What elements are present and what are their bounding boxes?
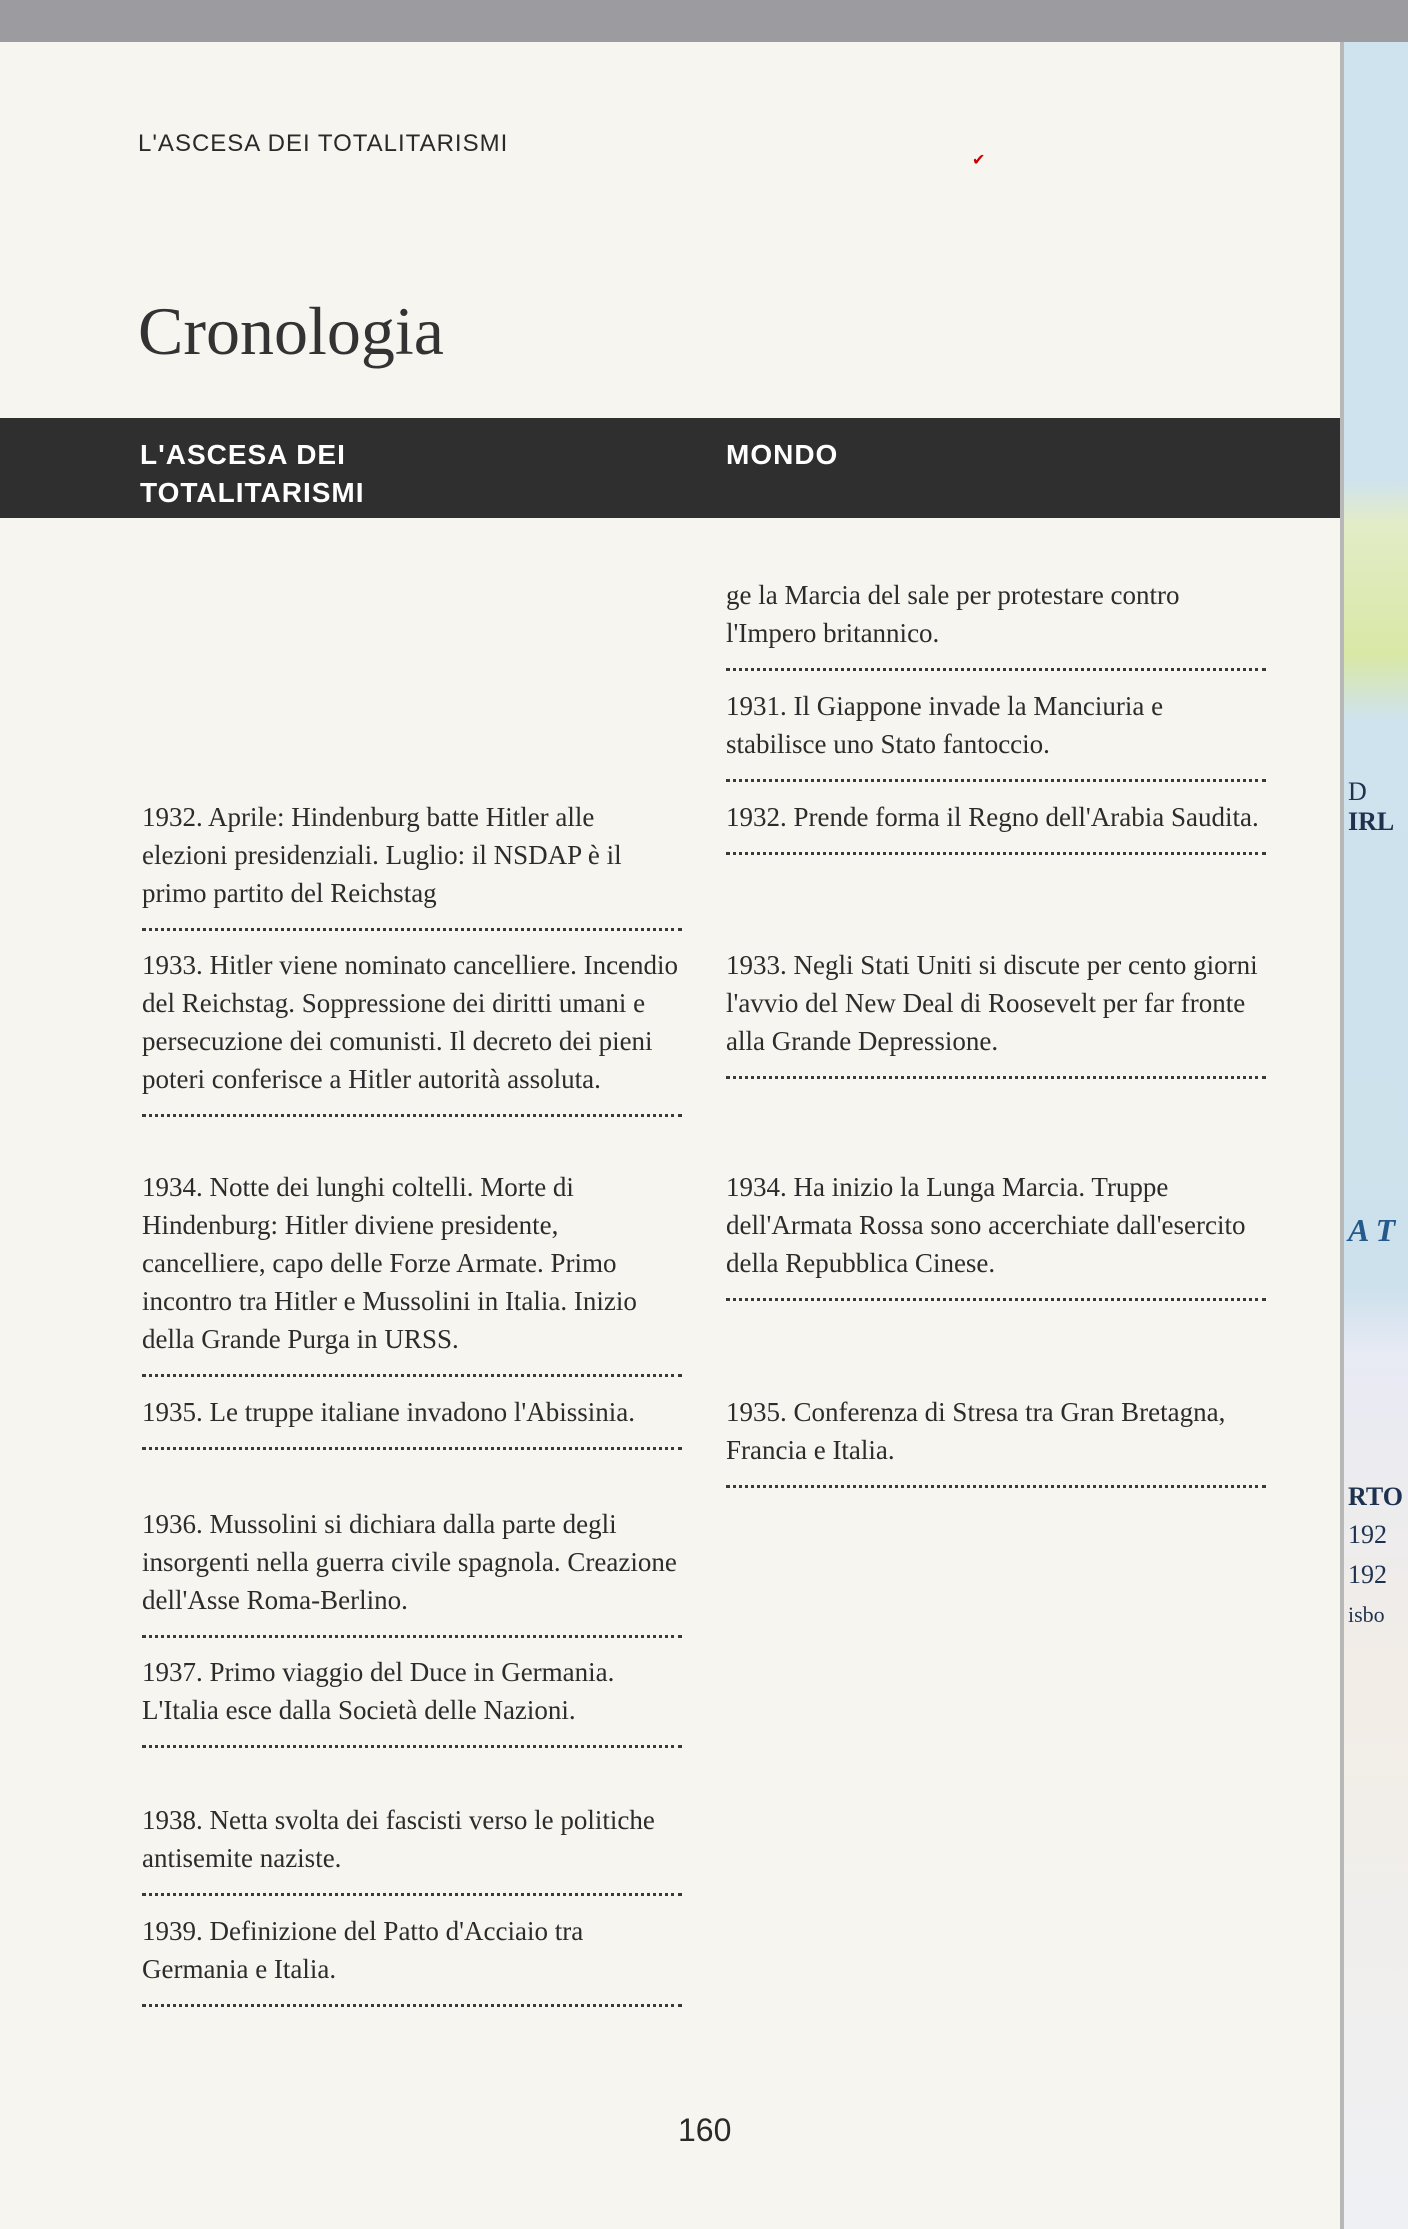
map-label: 192	[1348, 1560, 1387, 1589]
timeline-entry: ge la Marcia del sale per protestare contro l'Impero britannico.	[726, 576, 1266, 671]
right-column-heading: MONDO	[726, 439, 839, 470]
timeline-entry: 1934. Ha inizio la Lunga Marcia. Truppe dell'Armata Rossa sono accerchiate dall'esercito della Repubblica Cinese.	[726, 1168, 1266, 1301]
timeline-entry: 1936. Mussolini si dichiara dalla parte degli insorgenti nella guerra civile spagnola. Creazione dell'Asse Roma-Berlino.	[142, 1505, 682, 1638]
page-number: 160	[678, 2112, 732, 2148]
timeline-entry: 1933. Hitler viene nominato cancelliere. Incendio del Reichstag. Soppressione dei diritti umani e persecuzione dei comunisti. Il decreto dei pieni poteri conferisce a Hitler autorità assoluta.	[142, 946, 682, 1117]
page-gutter	[1340, 42, 1344, 2229]
timeline-entry: 1932. Aprile: Hindenburg batte Hitler alle elezioni presidenziali. Luglio: il NSDAP è il primo partito del Reichstag	[142, 798, 682, 931]
timeline-entry: 1931. Il Giappone invade la Manciuria e stabilisce uno Stato fantoccio.	[726, 687, 1266, 782]
timeline-entry: 1932. Prende forma il Regno dell'Arabia Saudita.	[726, 798, 1266, 855]
timeline-entry: 1938. Netta svolta dei fascisti verso le politiche antisemite naziste.	[142, 1801, 682, 1896]
running-head: L'ASCESA DEI TOTALITARISMI	[138, 130, 509, 157]
left-column-heading: L'ASCESA DEI TOTALITARISMI	[140, 439, 365, 508]
timeline-entry: 1935. Le truppe italiane invadono l'Abissinia.	[142, 1393, 682, 1450]
map-label: isbo	[1348, 1602, 1385, 1627]
column-header-band	[0, 418, 1340, 518]
map-label: 192	[1348, 1520, 1387, 1549]
map-label: A T	[1348, 1212, 1396, 1248]
map-label: RTO	[1348, 1482, 1403, 1511]
timeline-entry: 1933. Negli Stati Uniti si discute per cento giorni l'avvio del New Deal di Roosevelt per far fronte alla Grande Depressione.	[726, 946, 1266, 1079]
timeline-entry: 1939. Definizione del Patto d'Acciaio tra Germania e Italia.	[142, 1912, 682, 2007]
page-title: Cronologia	[138, 293, 444, 369]
adjacent-map-page	[1340, 42, 1408, 2229]
map-label: IRL	[1348, 807, 1395, 836]
timeline-entry: 1935. Conferenza di Stresa tra Gran Bretagna, Francia e Italia.	[726, 1393, 1266, 1488]
timeline-entry: 1934. Notte dei lunghi coltelli. Morte di Hindenburg: Hitler diviene presidente, cancelliere, capo delle Forze Armate. Primo incontro tra Hitler e Mussolini in Italia. Inizio della Grande Purga in URSS.	[142, 1168, 682, 1377]
ink-mark: ✔	[972, 152, 986, 169]
map-label: D	[1348, 777, 1367, 806]
timeline-entry: 1937. Primo viaggio del Duce in Germania. L'Italia esce dalla Società delle Nazioni.	[142, 1653, 682, 1748]
